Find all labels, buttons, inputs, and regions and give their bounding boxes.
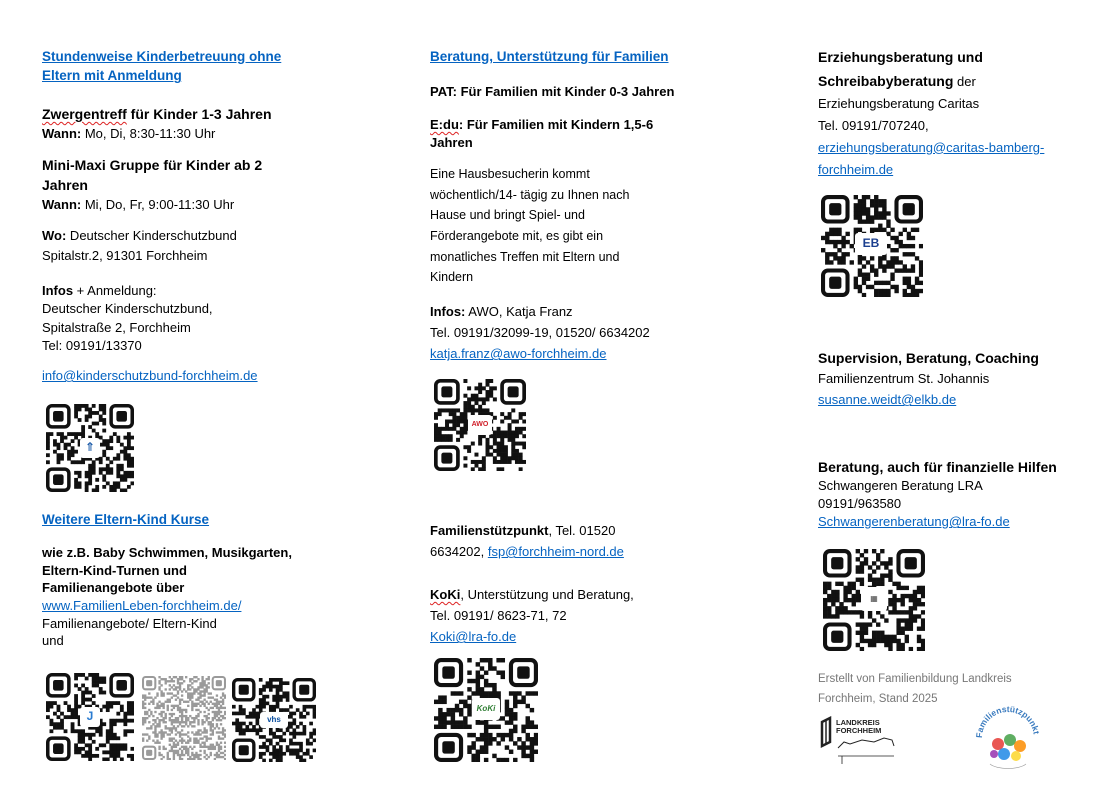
kurse-line6: und — [42, 633, 64, 649]
landkreis-logo-line1: LANDKREIS — [836, 718, 880, 727]
koki-label: KoKi — [430, 587, 461, 602]
wo-label: Wo: — [42, 228, 67, 243]
koki-block — [430, 584, 770, 647]
koki-tel: Tel. 09191/ 8623-71, 72 — [430, 608, 567, 624]
ber-email-link[interactable]: Schwangerenberatung@lra-fo.de — [818, 514, 1010, 530]
zwergentreff-rest: für Kinder 1-3 Jahren — [126, 106, 272, 122]
pat-rest: Für Familien mit Kinder 0-3 Jahren — [456, 84, 675, 99]
kurse-heading[interactable] — [42, 510, 209, 529]
koki-email-link[interactable]: Koki@lra-fo.de — [430, 629, 517, 645]
kinderschutzbund-email[interactable] — [42, 367, 258, 385]
zwergentreff-when: Mo, Di, 8:30-11:30 Uhr — [81, 125, 216, 141]
erz-title-rest: der — [953, 73, 976, 89]
sup-title: Supervision, Beratung, Coaching — [818, 350, 1039, 366]
awo-tel: Tel. 09191/32099-19, 01520/ 6634202 — [430, 325, 650, 341]
erz-title-line2: Schreibabyberatung — [818, 72, 954, 89]
qr-code-koki — [434, 658, 538, 762]
kurse-line2: Eltern-Kind-Turnen und — [42, 562, 187, 578]
kurse-line1: wie z.B. Baby Schwimmen, Musikgarten, — [42, 545, 292, 560]
awo-infos-label: Infos: — [430, 304, 466, 319]
fsp-line2-pre: 6634202, — [430, 544, 488, 560]
beratung-heading-part1[interactable]: Beratung, — [430, 49, 494, 64]
sup-email-link[interactable]: susanne.weidt@elkb.de — [818, 392, 957, 408]
eb-logo-icon: EB — [855, 233, 887, 255]
zwergentreff-block — [42, 105, 372, 143]
sup-line2: Familienzentrum St. Johannis — [818, 371, 990, 387]
credit-block — [818, 670, 1108, 710]
edu-block — [430, 116, 770, 153]
minimaxi-title-line2: Jahren — [42, 176, 88, 193]
awo-logo-text: AWO — [471, 421, 489, 429]
description-block — [430, 164, 770, 288]
vhs-logo-icon: vhs — [260, 712, 288, 728]
childcare-heading[interactable] — [42, 47, 372, 86]
fsp-label: Familienstützpunkt — [430, 523, 549, 538]
landkreis-logo-line2: FORCHHEIM — [836, 725, 882, 735]
pat-label: PAT: — [430, 84, 457, 99]
fsp-rest: , Tel. 01520 — [548, 523, 616, 538]
koki-logo-icon: KoKi — [472, 698, 500, 720]
desc-line5: monatliches Treffen mit Eltern und — [430, 249, 620, 264]
desc-line2: wöchentlich/14- tägig zu Ihnen nach — [430, 187, 630, 202]
wo-line1: Deutscher Kinderschutzbund — [66, 228, 237, 243]
awo-email-link[interactable]: katja.franz@awo-forchheim.de — [430, 346, 607, 362]
landkreis-forchheim-logo — [818, 716, 900, 766]
qr-code-j — [46, 673, 134, 761]
qr-code-eb — [821, 195, 923, 297]
minimaxi-block — [42, 156, 372, 214]
zwergentreff-name: Zwergentreff — [42, 106, 127, 122]
edu-rest-line1: : Für Familien mit Kindern 1,5-6 — [458, 117, 654, 132]
ber-tel: 09191/963580 — [818, 496, 902, 512]
landkreis-logo-text — [836, 719, 881, 735]
schwangerenberatung-block — [818, 458, 1108, 531]
infos-line2: Deutscher Kinderschutzbund, — [42, 301, 213, 317]
qr-code-faint-pattern — [142, 676, 226, 760]
wann-label: Wann: — [42, 125, 82, 141]
kurse-line5: Familienangebote/ Eltern-Kind — [42, 615, 217, 631]
qr-code-lra — [823, 549, 925, 651]
infos-line3: Spitalstraße 2, Forchheim — [42, 319, 191, 335]
fsp-email-link[interactable]: fsp@forchheim-nord.de — [487, 544, 624, 560]
awo-infos-rest: AWO, Katja Franz — [465, 304, 573, 319]
familienleben-link[interactable]: www.FamilienLeben-forchheim.de/ — [42, 598, 242, 614]
desc-line4: Förderangebote mit, es gibt ein — [430, 228, 604, 243]
infos-line4: Tel: 09191/13370 — [42, 338, 142, 354]
kurse-heading-link[interactable]: Weitere Eltern-Kind Kurse — [42, 512, 210, 527]
credit-line1: Erstellt von Familienbildung Landkreis — [818, 673, 1012, 685]
kinderschutzbund-email-link[interactable]: info@kinderschutzbund-forchheim.de — [42, 368, 258, 383]
erz-email-line2[interactable]: forchheim.de — [818, 161, 894, 177]
desc-line1: Eine Hausbesucherin kommt — [430, 167, 590, 181]
erz-email-line1[interactable]: erziehungsberatung@caritas-bamberg- — [818, 139, 1045, 155]
hands-logo-icon — [976, 704, 1040, 770]
ber-line2: Schwangeren Beratung LRA — [818, 478, 983, 494]
familienstuetzpunkt-logo — [976, 704, 1040, 770]
qr-code-faint — [142, 676, 226, 760]
qr-code-kinderschutzbund — [46, 404, 134, 492]
lra-logo-icon: ▦ — [861, 587, 887, 611]
supervision-block — [818, 347, 1108, 411]
familienstuetzpunkt-logo-text: milienstützpunk — [976, 704, 1040, 733]
minimaxi-title-line1: Mini-Maxi Gruppe für Kinder ab 2 — [42, 157, 263, 173]
erz-tel: Tel. 09191/707240, — [818, 117, 929, 133]
edu-label: E:du — [430, 117, 459, 132]
familienstuetzpunkt-block — [430, 520, 770, 562]
minimaxi-when: Mi, Do, Fr, 9:00-11:30 Uhr — [81, 196, 235, 212]
j-logo-icon: J — [80, 707, 100, 727]
qr-code-vhs — [232, 678, 316, 762]
svg-text:Familienstützpunkt — [976, 704, 1040, 738]
erz-line3: Erziehungsberatung Caritas — [818, 96, 980, 112]
wo-line2: Spitalstr.2, 91301 Forchheim — [42, 248, 208, 264]
infos-rest: + Anmeldung: — [73, 283, 157, 298]
beratung-heading[interactable] — [430, 47, 669, 66]
childcare-heading-line2[interactable]: Eltern mit Anmeldung — [42, 68, 182, 84]
edu-rest-line2: Jahren — [430, 135, 473, 151]
erziehungsberatung-block — [818, 46, 1108, 180]
credit-line2: Forchheim, Stand 2025 — [818, 692, 938, 705]
wo-block — [42, 226, 372, 266]
pat-line — [430, 83, 674, 101]
infos-block — [42, 282, 372, 356]
kurse-line3: Familienangebote über — [42, 580, 185, 596]
beratung-heading-part2[interactable]: Unterstützung für Familien — [493, 49, 669, 64]
wann-label-2: Wann: — [42, 196, 82, 212]
kurse-block — [42, 544, 372, 650]
ber-title: Beratung, auch für finanzielle Hilfen — [818, 459, 1057, 475]
infos-label: Infos — [42, 283, 74, 298]
kinderschutzbund-logo-icon: ⇑ — [80, 438, 100, 458]
qr-code-awo — [434, 379, 526, 471]
childcare-heading-line1[interactable]: Stundenweise Kinderbetreuung ohne — [42, 49, 282, 64]
erz-title-line1: Erziehungsberatung und — [818, 49, 983, 65]
awo-logo-icon — [468, 415, 492, 435]
desc-line3: Hause und bringt Spiel- und — [430, 208, 585, 223]
koki-rest: , Unterstützung und Beratung, — [460, 587, 634, 602]
awo-infos-block — [430, 301, 770, 364]
desc-line6: Kindern — [430, 270, 474, 285]
